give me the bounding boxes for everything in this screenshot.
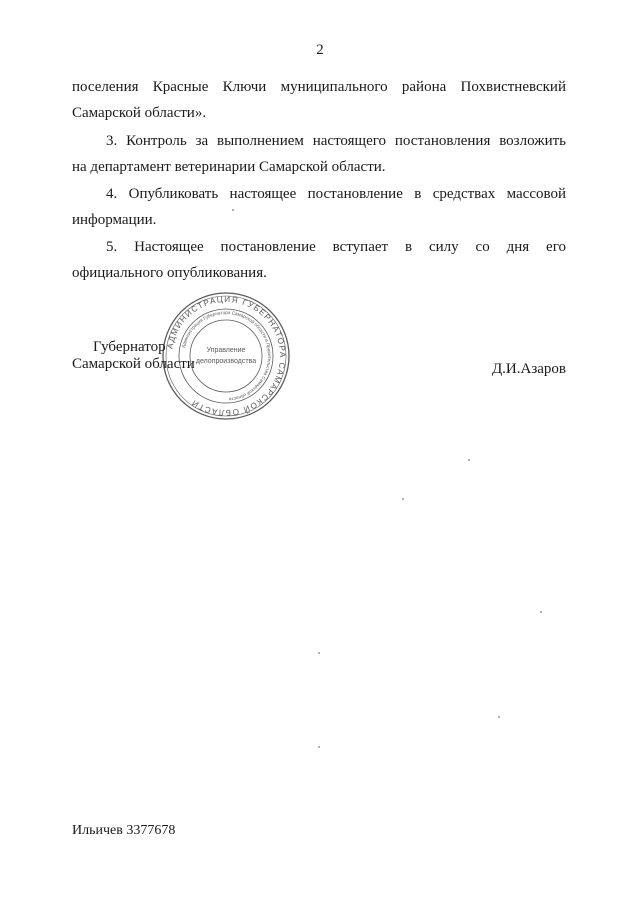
seal-center-line1: Управление bbox=[206, 347, 246, 354]
seal-inner-ring bbox=[190, 320, 262, 392]
scan-speck bbox=[402, 498, 404, 500]
scan-speck bbox=[540, 611, 542, 613]
scan-speck bbox=[468, 459, 470, 461]
scan-speck bbox=[232, 209, 234, 211]
seal-center-line2: делопроизводства bbox=[195, 358, 257, 365]
paragraph-2-line-1: поселения Красные Ключи муниципального района Похвистневский bbox=[72, 79, 566, 95]
executor-note: Ильичев 3377678 bbox=[72, 823, 176, 838]
seal-inner-text: Администрация Губернатора Самарской области и Правительства Самарской области bbox=[180, 309, 273, 402]
paragraph-5-line-1: 5. Настоящее постановление вступает в силу со дня его bbox=[106, 239, 566, 255]
paragraph-3-line-2: на департамент ветеринарии Самарской области. bbox=[72, 159, 386, 175]
scan-speck bbox=[318, 746, 320, 748]
paragraph-3-line-1: 3. Контроль за выполнением настоящего постановления возложить bbox=[106, 133, 566, 149]
scan-speck bbox=[498, 716, 500, 718]
signatory-name: Д.И.Азаров bbox=[491, 361, 566, 377]
paragraph-4-line-1: 4. Опубликовать настоящее постановление в средствах массовой bbox=[106, 186, 566, 202]
signature-title: Губернатор bbox=[93, 339, 166, 355]
paragraph-2-line-2: Самарской области». bbox=[72, 105, 207, 121]
scan-speck bbox=[318, 652, 320, 654]
seal-outer-text: АДМИНИСТРАЦИЯ ГУБЕРНАТОРА САМАРСКОЙ ОБЛАСТИ bbox=[165, 294, 288, 418]
paragraph-5-line-2: официального опубликования. bbox=[72, 265, 267, 281]
signature-region: Самарской области bbox=[72, 356, 195, 372]
paragraph-4-line-2: информации. bbox=[72, 212, 157, 228]
page-number: 2 bbox=[316, 42, 324, 58]
